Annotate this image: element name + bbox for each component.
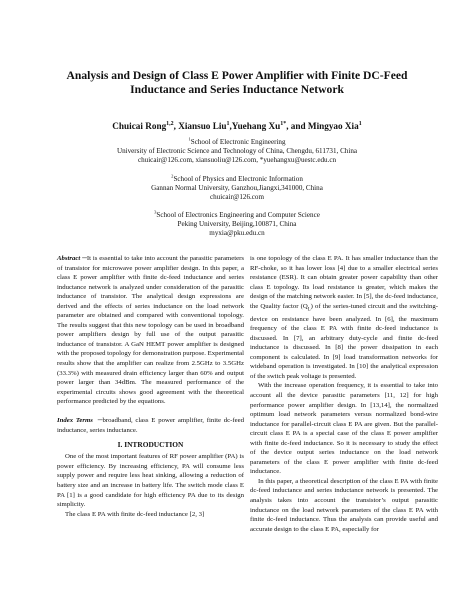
author-list (30, 120, 444, 132)
author: Xiansuo Liu$^1$, (178, 120, 232, 131)
intro-paragraph-1: One of the most important features of RF power amplifier (PA) is power efficiency. By increasing efficiency, PA will consume less supply power and require less heat sinking, allowing a reduction of battery size and an increase in battery life. The switch mode class E PA [1] is a good candidate for high efficiency PA due to its design simplicity. (57, 453, 244, 509)
affiliation-1: $^1$School of Electronic Engineering University of Electronic Science and Technology of China, Chengdu, 611731, China chuicair@126.com, xiansuoliu@126.com, *yuehangxu@uestc.edu.cn (116, 136, 358, 165)
index-terms-label: Index Terms (57, 417, 93, 425)
right-column (250, 254, 438, 534)
title-line-2: Inductance and Series Inductance Network (130, 83, 344, 96)
body-paragraph-2: With the increase operation frequency, it is essential to take into account all the device parasitic parameters [11, 12] for high performance power amplifier design. In [13,14], the normalized optimum load network parameters versus normalized bond-wire inductance for parallel-circuit class E PA are given. But the parallel-circuit class E PA is a special case of the class E power amplifier with finite dc-feed inductance. So it is necessary to study the effect of the device output series inductance on the load network parameters of the class E power amplifier with finite dc-feed inductance. (250, 382, 438, 476)
intro-paragraph-2: The class E PA with finite dc-feed inductance [2, 3] (65, 510, 205, 518)
abstract-text: ─It is essential to take into account the parasitic parameters of transistor for microwave power amplifier design. In this paper, a class E power amplifier with finite dc-feed inductance and series inductance network is analyzed under consideration of the parasitic inductance of transistor. The analytical design expressions are derived and the effects of series inductance on the load network parameter are obtained and compared with conventional topology. The results suggest that this new topology can be used in broadband power amplifiers design by full use of the output parasitic inductance of transistor. A GaN HEMT power amplifier is designed with the proposed topology for demonstration purpose. Experimental results show that the amplifier can realize from 2.5GHz to 3.5GHz (33.3%) with measured drain efficiency larger than 60% and output power larger than 34dBm. The measured performance of the experimental circuits shows good agreement with the theoretical performance predicted by the equations. (57, 255, 244, 406)
index-terms-text: ─broadband, class E power amplifier, finite dc-feed inductance, series inductance. (57, 417, 244, 434)
body-paragraph-3: In this paper, a theoretical description of the class E PA with finite dc-feed inductance and series inductance network is presented. The analysis takes into account the transistor’s output parasitic inductance on the load network parameters of the class E PA with finite dc-feed inductance. Thus the analysis can provide useful and accurate design to the class E PA, especially for (250, 477, 438, 533)
author: Chuicai Rong$^{1,2}$, (112, 120, 179, 131)
left-column (57, 254, 244, 519)
affiliation-3: $^3$School of Electronics Engineering and Computer Science Peking University, Beijing,100871, China myxia@pku.edu.cn (154, 209, 320, 238)
author: Yuehang $Xu^{1*}$, and (231, 120, 308, 131)
affiliation-2: $^2$School of Physics and Electronic Information Gannan Normal University, Ganzhou,Jiangxi,341000, China chuicair@126.com (151, 173, 323, 202)
body-paragraph-1: is one topology of the class E PA. It has smaller inductance than the RF-choke, so it has lower loss [4] due to a smaller electrical series resistance (ESR). It can obtain greater power capability than other class E topology. Its load resistance is greater, which makes the design of the matching network easier. In [5], the dc-feed inductance, the Quality factor $(Q_L)$ of the series-tuned circuit and the switching-device on resistance have been analyzed. In [6], the maximum frequency of the class E PA with finite dc-feed inductance is discussed. In [7], an arbitrary duty-cycle and finite dc-feed inductance is discussed. In [8] the power dissipation in each component is calculated. In [9] load transformation networks for wideband operation is investigated. In [10] the analytical expression of the switch peak voltage is presented. (250, 255, 438, 380)
abstract-label: Abstract (57, 255, 81, 262)
paper-title (40, 69, 434, 97)
author: Mingyao Xia$^1$ (307, 120, 362, 131)
abstract (57, 254, 244, 407)
section-heading-introduction: I. INTRODUCTION (117, 440, 184, 450)
title-line-1: Analysis and Design of Class E Power Amplifier with Finite DC-Feed (66, 69, 408, 82)
index-terms (57, 416, 244, 435)
